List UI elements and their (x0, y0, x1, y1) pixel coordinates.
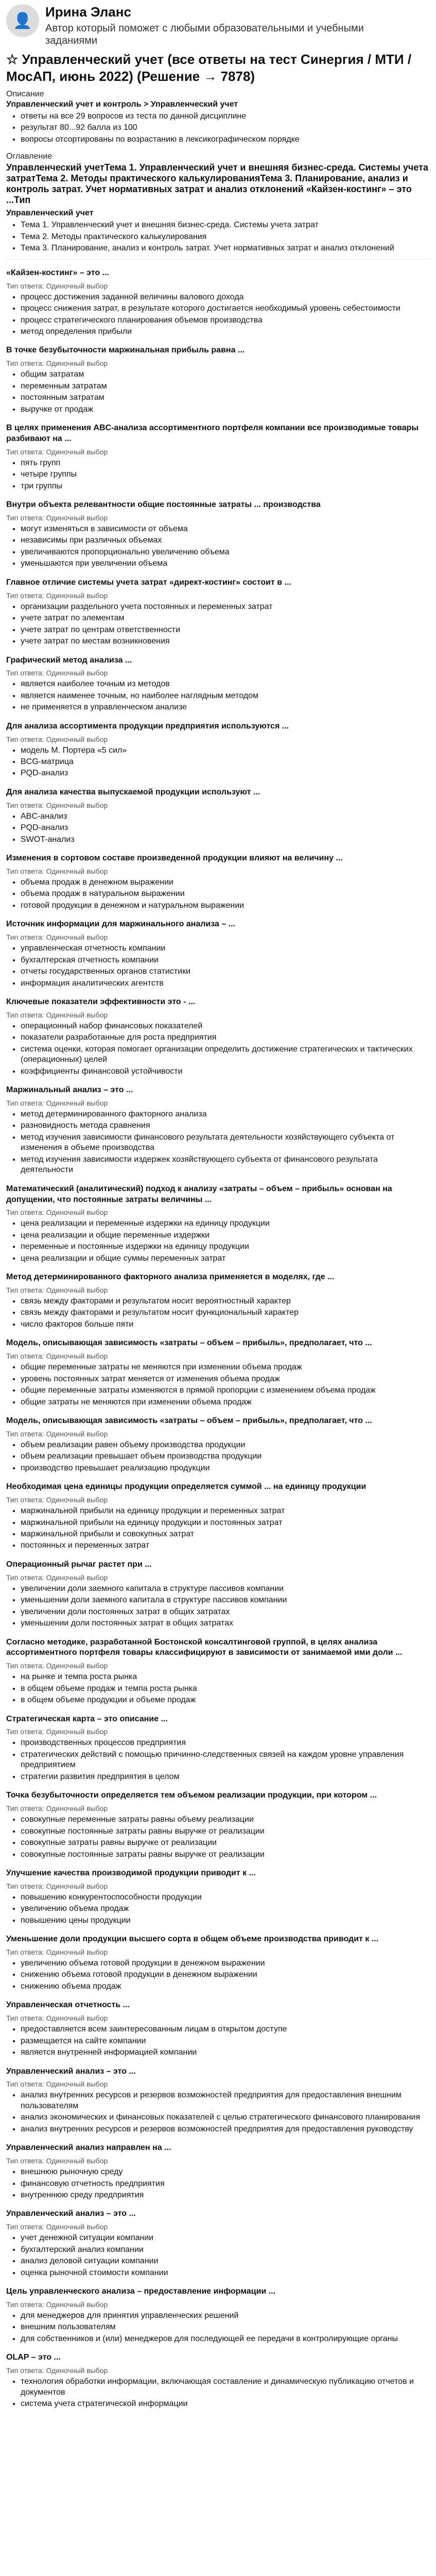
answer-type-label: Тип ответа: Одиночный выбор (6, 2080, 108, 2089)
option-item: • модель М. Портера «5 сил» (21, 745, 430, 756)
option-item: • переменным затратам (21, 381, 430, 392)
option-item: • SWOT-анализ (21, 835, 430, 845)
answer-type-label: Тип ответа: Одиночный выбор (6, 591, 108, 600)
answer-type-label: Тип ответа: Одиночный выбор (6, 735, 108, 743)
question-block (6, 2066, 430, 2135)
option-item: • маржинальной прибыли на единицу продукции и постоянных затрат (21, 1518, 430, 1528)
breadcrumb[interactable]: Управленческий учет и контроль > Управленческий учет (6, 100, 238, 109)
option-item: • четыре группы (21, 469, 430, 480)
question-title: Управленческий анализ – это ... (6, 2066, 136, 2076)
option-item: • не применяется в управленческом анализе (21, 702, 430, 713)
option-item: • в общем объеме продукции и объеме продаж (21, 1695, 430, 1705)
question-title: В точке безубыточности маржинальная прибыль равна ... (6, 346, 245, 355)
option-item: • для менеджеров для принятия управленческих решений (21, 2311, 430, 2321)
option-item: • цена реализации и общие суммы переменных затрат (21, 1253, 430, 1264)
option-item: • увеличении доли заемного капитала в структуре пассивов компании (21, 1584, 430, 1594)
question-title: Операционный рычаг растет при ... (6, 1560, 152, 1569)
option-item: • является наиболее точным из методов (21, 679, 430, 689)
question-title: Модель, описывающая зависимость «затраты – объем – прибыль», предполагает, что ... (6, 1338, 372, 1348)
question-title: Необходимая цена единицы продукции определяется суммой ... на единицу продукции (6, 1482, 367, 1492)
author-description: Автор который поможет с любыми образовательными и учебными заданиями (45, 23, 364, 46)
option-item: • метод изучения зависимости издержек хозяйствующего субъекта от финансового результата деятельности (21, 1155, 430, 1176)
options-list (6, 877, 430, 911)
bullet-2: • результат 80...92 балла из 100 (21, 123, 430, 133)
question-block (6, 1482, 430, 1551)
options-list (6, 679, 430, 713)
question-block (6, 787, 430, 845)
option-item: • разновидность метода сравнения (21, 1121, 430, 1131)
option-item: • PQD-анализ (21, 823, 430, 833)
option-item: • выручке от продаж (21, 404, 430, 415)
options-list (6, 1440, 430, 1473)
toc-heading: Управленческий учетТема 1. Управленческий учет и внешняя бизнес-среда. Системы учета затратТема 2. Методы практического калькулированияТема 3. Планирование, анализ и контроль затрат. Учет нормативных затрат и анализ отклонений «Кайзен-костинг» – это ...Тип (6, 162, 428, 206)
answer-type-label: Тип ответа: Одиночный выбор (6, 801, 108, 809)
question-block (6, 1714, 430, 1783)
toc-item[interactable]: • Тема 1. Управленческий учет и внешняя бизнес-среда. Системы учета затрат (21, 220, 430, 230)
option-item: • учете затрат по местам возникновения (21, 636, 430, 647)
option-item: • общим затратам (21, 369, 430, 380)
option-item: • является наименее точным, но наиболее наглядным методом (21, 691, 430, 701)
question-block (6, 1272, 430, 1330)
question-title: Управленческий анализ – это ... (6, 2209, 136, 2218)
question-block (6, 1790, 430, 1860)
question-title: Уменьшение доли продукции высшего сорта в общем объеме производства приводит к ... (6, 1935, 379, 1944)
question-title: Источник информации для маржинального анализа – ... (6, 920, 236, 929)
option-item: • совокупные затраты равны выручке от реализации (21, 1838, 430, 1848)
question-title: Метод детерминированного факторного анализа применяется в моделях, где ... (6, 1273, 335, 1282)
option-item: • число факторов больше пяти (21, 1319, 430, 1330)
question-block (6, 2143, 430, 2200)
option-item: • повышению конкурентоспособности продукции (21, 1892, 430, 1903)
options-list (6, 2311, 430, 2344)
option-item: • показатели разработанные для роста предприятия (21, 1032, 430, 1043)
option-item: • финансовую отчетность предприятия (21, 2179, 430, 2189)
author-block (6, 4, 430, 47)
question-title: Главное отличие системы учета затрат «директ-костинг» состоит в ... (6, 578, 291, 587)
option-item: • бухгалтерский анализ компании (21, 2245, 430, 2255)
answer-type-label: Тип ответа: Одиночный выбор (6, 1208, 108, 1217)
question-title: Управленческий анализ направлен на ... (6, 2143, 171, 2153)
option-item: • на рынке и темпа роста рынка (21, 1672, 430, 1682)
toc-label: Оглавление (6, 152, 53, 161)
options-list (6, 1021, 430, 1077)
toc-item[interactable]: • Тема 2. Методы практического калькулирования (21, 232, 430, 242)
question-block (6, 655, 430, 713)
option-item: • отчеты государственных органов статистики (21, 967, 430, 977)
bullet-1: • ответы на все 29 вопросов из теста по данной дисциплине (21, 111, 430, 122)
options-list (6, 292, 430, 337)
option-item: • система оценки, которая помогает организации определить достижение стратегических и тактических (операционных) целей (21, 1044, 430, 1065)
answer-type-label: Тип ответа: Одиночный выбор (6, 1010, 108, 1019)
option-item: • независимы при различных объемах (21, 535, 430, 546)
toc-item[interactable]: • Тема 3. Планирование, анализ и контроль затрат. Учет нормативных затрат и анализ отклонений (21, 243, 430, 253)
option-item: • готовой продукции в денежном и натуральном выражении (21, 901, 430, 911)
option-item: • производство превышает реализацию продукции (21, 1463, 430, 1473)
answer-type-label: Тип ответа: Одиночный выбор (6, 447, 108, 456)
answer-type-label: Тип ответа: Одиночный выбор (6, 867, 108, 875)
option-item: • связь между факторами и результатом носит вероятностный характер (21, 1296, 430, 1307)
option-item: • внешним пользователям (21, 2322, 430, 2332)
option-item: • метод определения прибыли (21, 327, 430, 337)
options-list (6, 2024, 430, 2058)
question-block (6, 2000, 430, 2058)
question-title: «Кайзен-костинг» – это ... (6, 268, 109, 277)
options-list (6, 745, 430, 779)
author-name[interactable]: Ирина Эланс (45, 4, 131, 20)
options-list (6, 1672, 430, 1705)
option-item: • процесс достижения заданной величины валового дохода (21, 292, 430, 302)
option-item: • снижению объема продаж (21, 1981, 430, 1992)
option-item: • является внутренней информацией компании (21, 2047, 430, 2058)
option-item: • анализ экономических и финансовых показателей с целью стратегического финансового планирования (21, 2112, 430, 2123)
option-item: • стратегии развития предприятия в целом (21, 1772, 430, 1782)
option-item: • уменьшении доли заемного капитала в структуре пассивов компании (21, 1595, 430, 1605)
question-title: Внутри объекта релевантности общие постоянные затраты ... производства (6, 500, 321, 510)
option-item: • уменьшаются при увеличении объема (21, 558, 430, 569)
option-item: • учет денежной ситуации компании (21, 2233, 430, 2243)
question-title: OLAP – это ... (6, 2353, 61, 2362)
option-item: • технология обработки информации, включающая составление и динамическую публикацию отчетов и документов (21, 2377, 430, 2398)
question-title: Точка безубыточности определяется тем объемом реализации продукции, при котором ... (6, 1791, 377, 1800)
option-item: • для собственников и (или) менеджеров для последующей ее передачи в контролирующие органы (21, 2334, 430, 2344)
options-list (6, 1584, 430, 1629)
option-item: • внутреннюю среду предприятия (21, 2190, 430, 2200)
option-item: • процесс снижения затрат, в результате которого достигается необходимый уровень себестоимости (21, 303, 430, 314)
option-item: • коэффициенты финансовой устойчивости (21, 1066, 430, 1077)
question-block (6, 2352, 430, 2409)
option-item: • общие затраты не меняются при изменении объема продаж (21, 1397, 430, 1408)
option-item: • цена реализации и переменные издержки на единицу продукции (21, 1218, 430, 1229)
option-item: • объем реализации превышает объем производства продукции (21, 1451, 430, 1462)
answer-type-label: Тип ответа: Одиночный выбор (6, 1573, 108, 1582)
question-block (6, 1868, 430, 1926)
option-item: • постоянным затратам (21, 393, 430, 403)
question-block (6, 1338, 430, 1408)
question-block (6, 853, 430, 911)
answer-type-label: Тип ответа: Одиночный выбор (6, 1882, 108, 1890)
option-item: • три группы (21, 481, 430, 492)
option-item: • увеличении доли постоянных затрат в общих затратах (21, 1607, 430, 1617)
question-block (6, 1184, 430, 1264)
options-list (6, 1109, 430, 1176)
question-block (6, 268, 430, 337)
option-item: • внешнюю рыночную среду (21, 2167, 430, 2177)
question-title: Стратегическая карта – это описание ... (6, 1714, 168, 1723)
option-item: • оценка рыночной стоимости компании (21, 2268, 430, 2278)
question-block (6, 1934, 430, 1992)
user-icon: 👤 (13, 12, 32, 29)
question-title: Графический метод анализа ... (6, 655, 132, 665)
option-item: • размещается на сайте компании (21, 2036, 430, 2046)
author-avatar[interactable] (6, 4, 39, 37)
answer-type-label: Тип ответа: Одиночный выбор (6, 281, 108, 290)
bullet-3: • вопросы отсортированы по возрастанию в лексикографическом порядке (21, 134, 430, 145)
question-title: Маржинальный анализ – это ... (6, 1086, 133, 1095)
option-item: • совокупные постоянные затраты равны выручке от реализации (21, 1850, 430, 1860)
author-text (45, 4, 416, 47)
question-title: Цель управленческого анализа – предоставление информации ... (6, 2287, 276, 2296)
options-list (6, 458, 430, 492)
answer-type-label: Тип ответа: Одиночный выбор (6, 359, 108, 368)
answer-type-label: Тип ответа: Одиночный выбор (6, 933, 108, 942)
option-item: • цена реализации и общие переменные издержки (21, 1230, 430, 1241)
answer-type-label: Тип ответа: Одиночный выбор (6, 2366, 108, 2375)
question-block (6, 1637, 430, 1706)
options-list (6, 1296, 430, 1330)
answer-type-label: Тип ответа: Одиночный выбор (6, 1286, 108, 1294)
question-block (6, 423, 430, 492)
answer-type-label: Тип ответа: Одиночный выбор (6, 1496, 108, 1504)
option-item: • управленческая отчетность компании (21, 943, 430, 954)
option-item: • BCG-матрица (21, 757, 430, 767)
answer-type-label: Тип ответа: Одиночный выбор (6, 1947, 108, 1956)
option-item: • объем реализации равен объему производства продукции (21, 1440, 430, 1450)
option-item: • совокупные переменные затраты равны объему реализации (21, 1815, 430, 1825)
question-block (6, 1085, 430, 1176)
toc-section (6, 152, 430, 253)
option-item: • увеличению объема готовой продукции в денежном выражении (21, 1958, 430, 1969)
questions-list (6, 268, 430, 2410)
answer-type-label: Тип ответа: Одиночный выбор (6, 2157, 108, 2165)
option-item: • повышению цены продукции (21, 1916, 430, 1926)
option-item: • постоянных и переменных затрат (21, 1540, 430, 1551)
option-item: • предоставляется всем заинтересованным лицам в открытом доступе (21, 2024, 430, 2035)
options-list (6, 602, 430, 647)
options-list (6, 524, 430, 569)
option-item: • бухгалтерская отчетность компании (21, 955, 430, 965)
option-item: • могут изменяться в зависимости от объема (21, 524, 430, 534)
option-item: • стратегических действий с помощью причинно-следственных связей на каждом уровне управления предприятием (21, 1750, 430, 1771)
question-block (6, 1560, 430, 1629)
answer-type-label: Тип ответа: Одиночный выбор (6, 669, 108, 677)
question-block (6, 919, 430, 989)
question-title: Для анализа качества выпускаемой продукции используют ... (6, 787, 260, 796)
option-item: • маржинальной прибыли и совокупных затрат (21, 1529, 430, 1539)
option-item: • в общем объеме продаж и темпа роста рынка (21, 1684, 430, 1694)
option-item: • метод изучения зависимости финансового результата деятельности хозяйствующего субъекта от изменения в объеме производства (21, 1132, 430, 1154)
question-title: Для анализа ассортимента продукции предприятия используются ... (6, 721, 289, 731)
options-list (6, 1506, 430, 1551)
option-item: • метод детерминированного факторного анализа (21, 1109, 430, 1120)
question-title: Согласно методике, разработанной Бостонской консалтинговой группой, в целях анализа ассортиментного портфеля товары классифицируют в зависимости от занимаемой ими доли ... (6, 1637, 403, 1657)
option-item: • маржинальной прибыли на единицу продукции и переменных затрат (21, 1506, 430, 1516)
option-item: • ABC-анализ (21, 811, 430, 822)
answer-type-label: Тип ответа: Одиночный выбор (6, 1098, 108, 1107)
option-item: • переменные и постоянные издержки на единицу продукции (21, 1242, 430, 1252)
document-title: ☆ Управленческий учет (все ответы на тест Синергия / МТИ / МосАП, июнь 2022) (Решение → 7878) (6, 52, 412, 84)
option-item: • объема продаж в денежном выражении (21, 877, 430, 888)
option-item: • система учета стратегической информации (21, 2399, 430, 2409)
option-item: • анализ деловой ситуации компании (21, 2256, 430, 2266)
option-item: • пять групп (21, 458, 430, 468)
options-list (6, 1362, 430, 1408)
question-title: Улучшение качества производимой продукции приводит к ... (6, 1868, 256, 1877)
question-block (6, 1416, 430, 1473)
option-item: • объема продаж в натуральном выражении (21, 889, 430, 899)
question-block (6, 2209, 430, 2278)
answer-type-label: Тип ответа: Одиночный выбор (6, 2300, 108, 2309)
option-item: • производственных процессов предприятия (21, 1738, 430, 1748)
question-title: Модель, описывающая зависимость «затраты – объем – прибыль», предполагает, что ... (6, 1416, 372, 1426)
option-item: • учете затрат по элементам (21, 613, 430, 623)
options-list (6, 1815, 430, 1860)
options-list (6, 2167, 430, 2200)
question-block (6, 721, 430, 779)
answer-type-label: Тип ответа: Одиночный выбор (6, 2223, 108, 2231)
option-item: • анализ внутренних ресурсов и резервов возможностей предприятия для предоставления внешним пользователям (21, 2090, 430, 2111)
answer-type-label: Тип ответа: Одиночный выбор (6, 2014, 108, 2023)
option-item: • увеличению объема продаж (21, 1904, 430, 1914)
options-list (6, 2090, 430, 2134)
divider (6, 259, 430, 260)
options-list (6, 811, 430, 845)
option-item: • операционный набор финансовых показателей (21, 1021, 430, 1031)
question-title: Управленческая отчетность ... (6, 2001, 130, 2010)
option-item: • связь между факторами и результатом носит функциональный характер (21, 1308, 430, 1318)
option-item: • снижению объема готовой продукции в денежном выражении (21, 1970, 430, 1980)
toc-subheading: Управленческий учет (6, 209, 94, 218)
options-list (6, 2233, 430, 2278)
option-item: • совокупные постоянные затраты равны выручке от реализации (21, 1826, 430, 1837)
option-item: • уменьшении доли постоянных затрат в общих затратах (21, 1618, 430, 1629)
option-item: • увеличиваются пропорционально увеличению объема (21, 547, 430, 557)
option-item: • учете затрат по центрам ответственности (21, 625, 430, 635)
option-item: • информация аналитических агентств (21, 978, 430, 989)
toc-list (6, 220, 430, 253)
option-item: • PQD-анализ (21, 768, 430, 778)
options-list (6, 2377, 430, 2409)
options-list (6, 1218, 430, 1264)
option-item: • анализ внутренних ресурсов и резервов возможностей предприятия для предоставления руководству (21, 2124, 430, 2134)
options-list (6, 1958, 430, 1992)
document-bullets (6, 111, 430, 145)
answer-type-label: Тип ответа: Одиночный выбор (6, 1727, 108, 1736)
description-label: Описание (6, 90, 44, 98)
question-title: Изменения в сортовом составе произведенной продукции влияют на величину ... (6, 854, 343, 863)
options-list (6, 1738, 430, 1782)
question-block (6, 2286, 430, 2344)
option-item: • общие переменные затраты изменяются в прямой пропорции с изменением объема продаж (21, 1385, 430, 1396)
option-item: • процесс стратегического планирования объемов производства (21, 315, 430, 326)
question-title: Ключевые показатели эффективности это - ... (6, 997, 196, 1006)
answer-type-label: Тип ответа: Одиночный выбор (6, 1804, 108, 1813)
option-item: • уровень постоянных затрат меняется от изменения объема продаж (21, 1374, 430, 1384)
question-title: В целях применения ABC-анализа ассортиментного портфеля компании все производимые товары разбивают на ... (6, 423, 419, 443)
option-item: • общие переменные затраты не меняются при изменении объема продаж (21, 1362, 430, 1372)
question-block (6, 345, 430, 415)
answer-type-label: Тип ответа: Одиночный выбор (6, 1662, 108, 1670)
question-block (6, 578, 430, 647)
question-title: Математический (аналитический) подход к анализу «затраты – объем – прибыль» основан на допущении, что постоянные затраты величины ... (6, 1184, 392, 1204)
answer-type-label: Тип ответа: Одиночный выбор (6, 513, 108, 522)
answer-type-label: Тип ответа: Одиночный выбор (6, 1429, 108, 1438)
answer-type-label: Тип ответа: Одиночный выбор (6, 1352, 108, 1361)
question-block (6, 500, 430, 569)
option-item: • организации раздельного учета постоянных и переменных затрат (21, 602, 430, 612)
options-list (6, 943, 430, 989)
options-list (6, 1892, 430, 1926)
options-list (6, 369, 430, 415)
question-block (6, 997, 430, 1077)
